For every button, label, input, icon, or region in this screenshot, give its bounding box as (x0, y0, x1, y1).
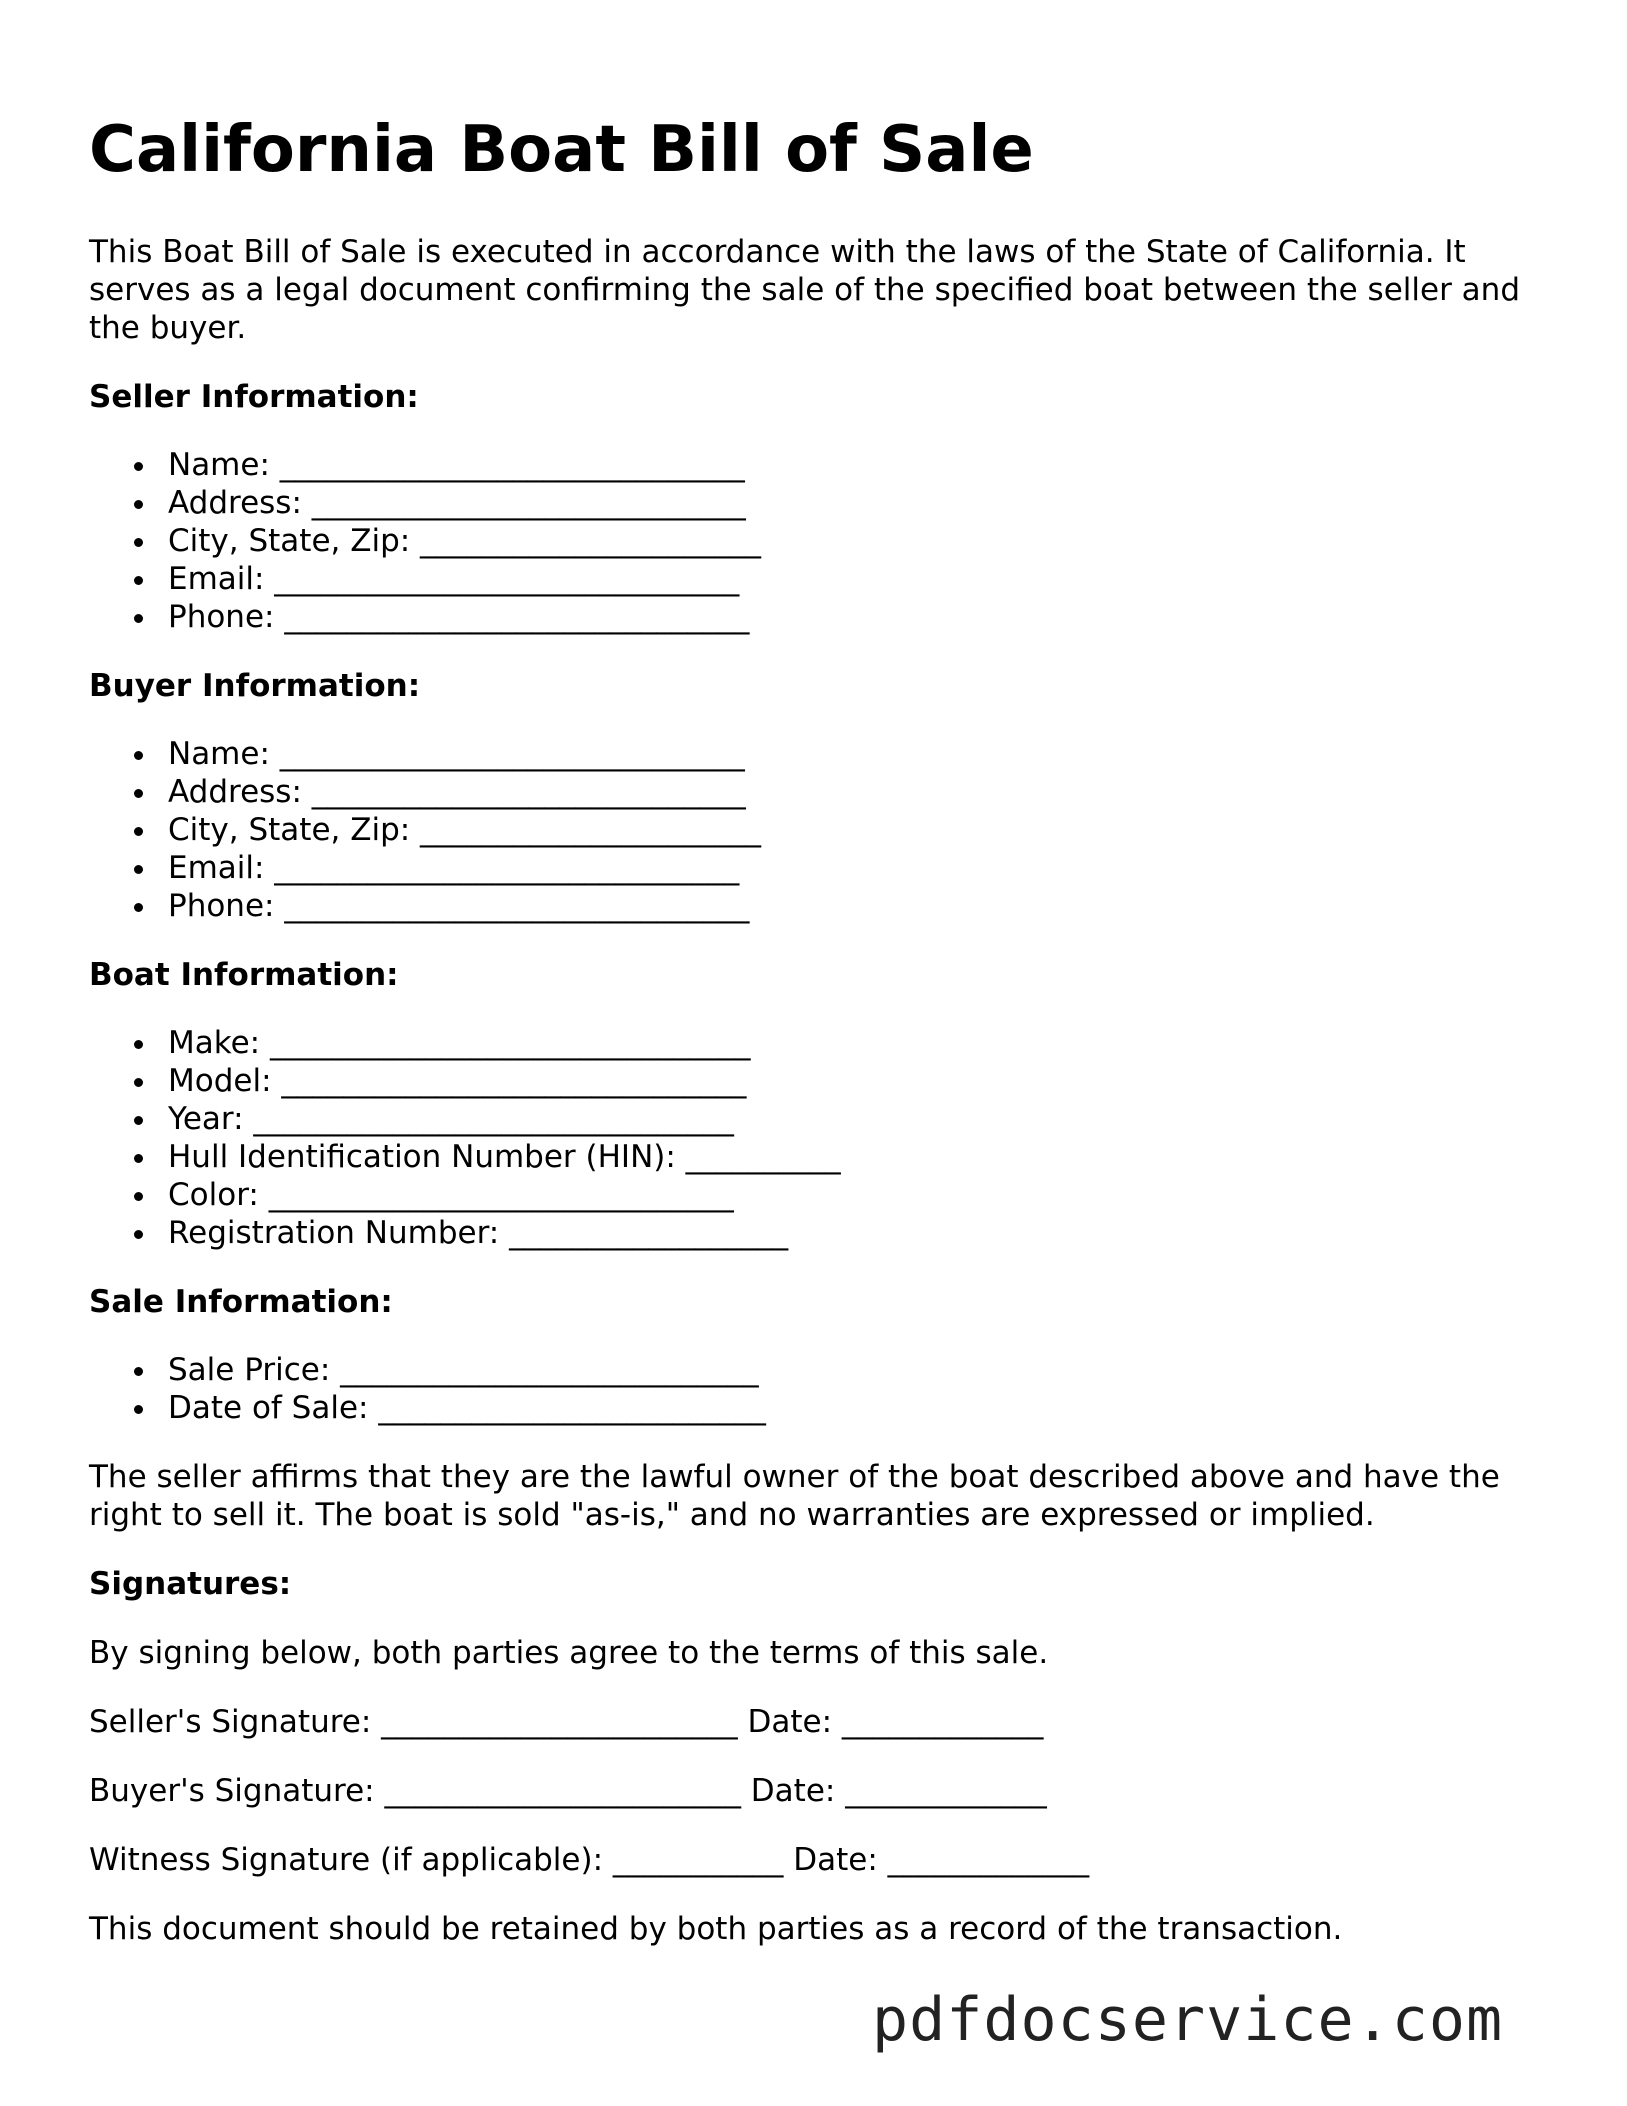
boat-make-field: Make: _______________________________ (89, 1024, 841, 1062)
witness-signature-line: Witness Signature (if applicable): ___________ Date: _____________ (89, 1842, 1090, 1878)
buyer-email-field: Email: ______________________________ (89, 849, 761, 887)
boat-year-field: Year: _______________________________ (89, 1100, 841, 1138)
boat-fields-list (89, 1024, 841, 1252)
seller-address-field: Address: ____________________________ (89, 484, 761, 522)
seller-heading: Seller Information: (89, 379, 419, 415)
agreement-text: By signing below, both parties agree to the terms of this sale. (89, 1635, 1049, 1671)
boat-heading: Boat Information: (89, 957, 399, 993)
buyer-name-field: Name: ______________________________ (89, 735, 761, 773)
intro-paragraph: This Boat Bill of Sale is executed in accordance with the laws of the State of California. It serves as a legal document confirming the sale of the specified boat between the seller and the buyer. (89, 234, 1520, 346)
seller-fields-list (89, 446, 761, 636)
sale-heading: Sale Information: (89, 1284, 393, 1320)
seller-name-field: Name: ______________________________ (89, 446, 761, 484)
watermark: pdfdocservice.com (872, 1985, 1504, 2055)
retention-note: This document should be retained by both parties as a record of the transaction. (89, 1911, 1343, 1947)
boat-hin-field: Hull Identification Number (HIN): __________ (89, 1138, 841, 1176)
seller-email-field: Email: ______________________________ (89, 560, 761, 598)
sale-price-field: Sale Price: ___________________________ (89, 1351, 766, 1389)
boat-color-field: Color: ______________________________ (89, 1176, 841, 1214)
buyer-city-state-zip-field: City, State, Zip: ______________________ (89, 811, 761, 849)
buyer-phone-field: Phone: ______________________________ (89, 887, 761, 925)
affirmation-paragraph: The seller affirms that they are the lawful owner of the boat described above and have the right to sell it. The boat is sold "as-is," and no warranties are expressed or implied. (89, 1459, 1500, 1533)
buyer-fields-list (89, 735, 761, 925)
signatures-heading: Signatures: (89, 1566, 292, 1602)
document-title: California Boat Bill of Sale (89, 113, 1034, 187)
boat-registration-field: Registration Number: __________________ (89, 1214, 841, 1252)
seller-city-state-zip-field: City, State, Zip: ______________________ (89, 522, 761, 560)
buyer-address-field: Address: ____________________________ (89, 773, 761, 811)
seller-signature-line: Seller's Signature: _______________________ Date: _____________ (89, 1704, 1044, 1740)
buyer-signature-line: Buyer's Signature: _______________________ Date: _____________ (89, 1773, 1047, 1809)
seller-phone-field: Phone: ______________________________ (89, 598, 761, 636)
sale-date-field: Date of Sale: _________________________ (89, 1389, 766, 1427)
sale-fields-list (89, 1351, 766, 1427)
boat-model-field: Model: ______________________________ (89, 1062, 841, 1100)
buyer-heading: Buyer Information: (89, 668, 421, 704)
